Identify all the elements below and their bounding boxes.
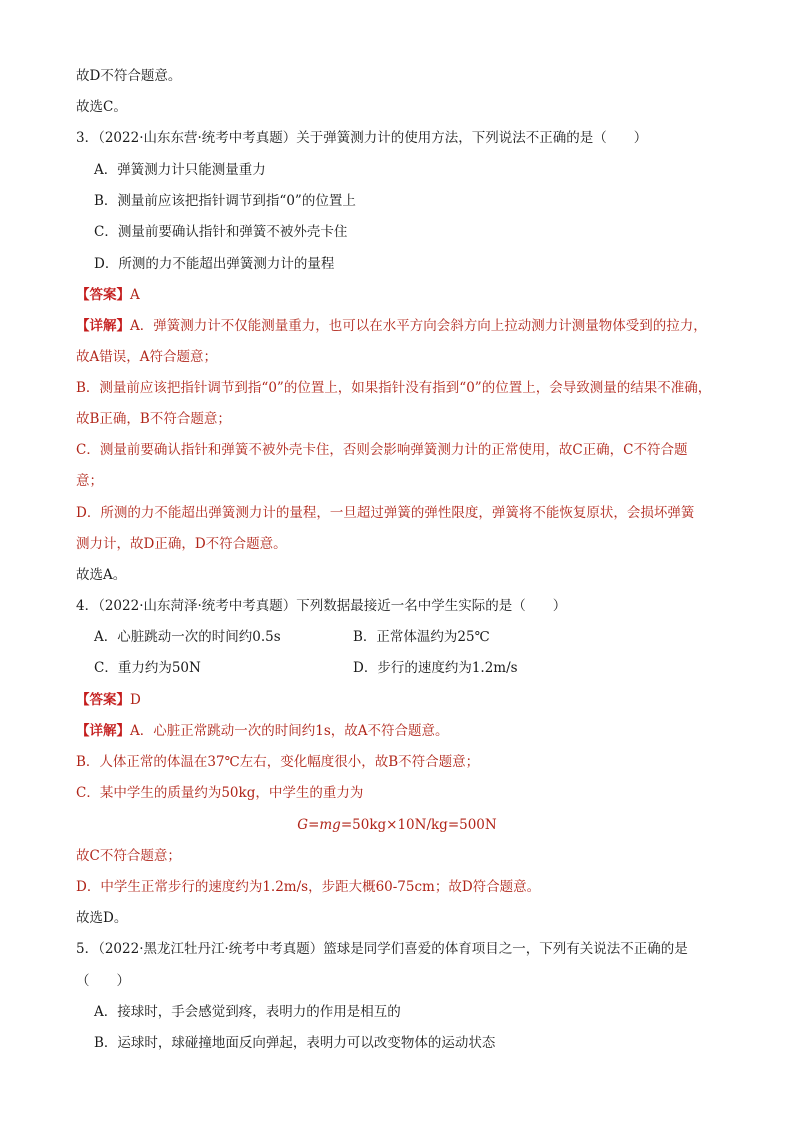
q3-conclusion: 故选A。 <box>76 567 127 583</box>
q4-option-b: B．正常体温约为25℃ <box>353 629 490 645</box>
formula-eq: = <box>308 817 320 833</box>
q3-detail-line: 故B正确，B不符合题意； <box>76 411 231 427</box>
q4-answer: D <box>130 692 141 708</box>
q5-stem-cont: （ ） <box>76 973 130 989</box>
prev-conclusion: 故选C。 <box>76 99 127 115</box>
q3-answer: A <box>130 287 140 303</box>
q4-option-c: C．重力约为50N <box>94 660 201 676</box>
q5-stem: 5．（2022·黑龙江牡丹江·统考中考真题）篮球是同学们喜爱的体育项目之一，下列有关说法不正确的是 <box>76 941 688 957</box>
q3-option-a: A．弹簧测力计只能测量重力 <box>94 162 266 178</box>
q4-option-d: D．步行的速度约为1.2m/s <box>353 660 518 676</box>
formula-g: G <box>297 817 309 833</box>
q4-detail-line: 故C不符合题意； <box>76 848 181 864</box>
q4-detail-line: B．人体正常的体温在37℃左右，变化幅度很小，故B不符合题意； <box>76 754 480 770</box>
q4-detail-tag: 【详解】 <box>76 723 130 739</box>
q3-detail-line: D．所测的力不能超出弹簧测力计的量程，一旦超过弹簧的弹性限度，弹簧将不能恢复原状，会损坏弹簧 <box>76 505 695 521</box>
formula-mg: mg <box>319 817 341 833</box>
q3-detail-line: B．测量前应该把指针调节到指“0”的位置上，如果指针没有指到“0”的位置上，会导致测量的结果不准确， <box>76 380 712 396</box>
q4-stem: 4．（2022·山东菏泽·统考中考真题）下列数据最接近一名中学生实际的是（ ） <box>76 598 567 614</box>
q3-detail-line: 故A错误，A符合题意； <box>76 349 217 365</box>
q4-detail-line: D．中学生正常步行的速度约为1.2m/s，步距大概60-75cm；故D符合题意。 <box>76 879 541 895</box>
q3-option-d: D．所测的力不能超出弹簧测力计的量程 <box>94 256 335 272</box>
q4-answer-tag: 【答案】 <box>76 692 130 708</box>
q3-detail-line: A．弹簧测力计不仅能测量重力，也可以在水平方向会斜方向上拉动测力计测量物体受到的拉力， <box>130 318 707 334</box>
q3-option-c: C．测量前要确认指针和弹簧不被外壳卡住 <box>94 224 348 240</box>
q4-option-a: A．心脏跳动一次的时间约0.5s <box>94 629 281 645</box>
q3-detail-line: 意； <box>76 473 103 489</box>
q5-option-b: B．运球时，球碰撞地面反向弹起，表明力可以改变物体的运动状态 <box>94 1035 496 1051</box>
q3-option-b: B．测量前应该把指针调节到指“0”的位置上 <box>94 193 356 209</box>
q3-detail-line: 测力计，故D正确，D不符合题意。 <box>76 536 287 552</box>
q4-conclusion: 故选D。 <box>76 910 128 926</box>
q3-answer-tag: 【答案】 <box>76 287 130 303</box>
prev-line: 故D不符合题意。 <box>76 68 182 84</box>
q4-detail-line: C．某中学生的质量约为50kg，中学生的重力为 <box>76 785 364 801</box>
q4-formula <box>0 815 794 835</box>
formula-rest: =50kg×10N/kg=500N <box>340 817 497 833</box>
q3-stem: 3．（2022·山东东营·统考中考真题）关于弹簧测力计的使用方法，下列说法不正确的是（ ） <box>76 130 648 146</box>
q3-detail-line: C．测量前要确认指针和弹簧不被外壳卡住，否则会影响弹簧测力计的正常使用，故C正确，C不符合题 <box>76 442 688 458</box>
q5-option-a: A．接球时，手会感觉到疼，表明力的作用是相互的 <box>94 1004 401 1020</box>
q4-detail-line: A．心脏正常跳动一次的时间约1s，故A不符合题意。 <box>130 723 449 739</box>
q3-detail-tag: 【详解】 <box>76 318 130 334</box>
